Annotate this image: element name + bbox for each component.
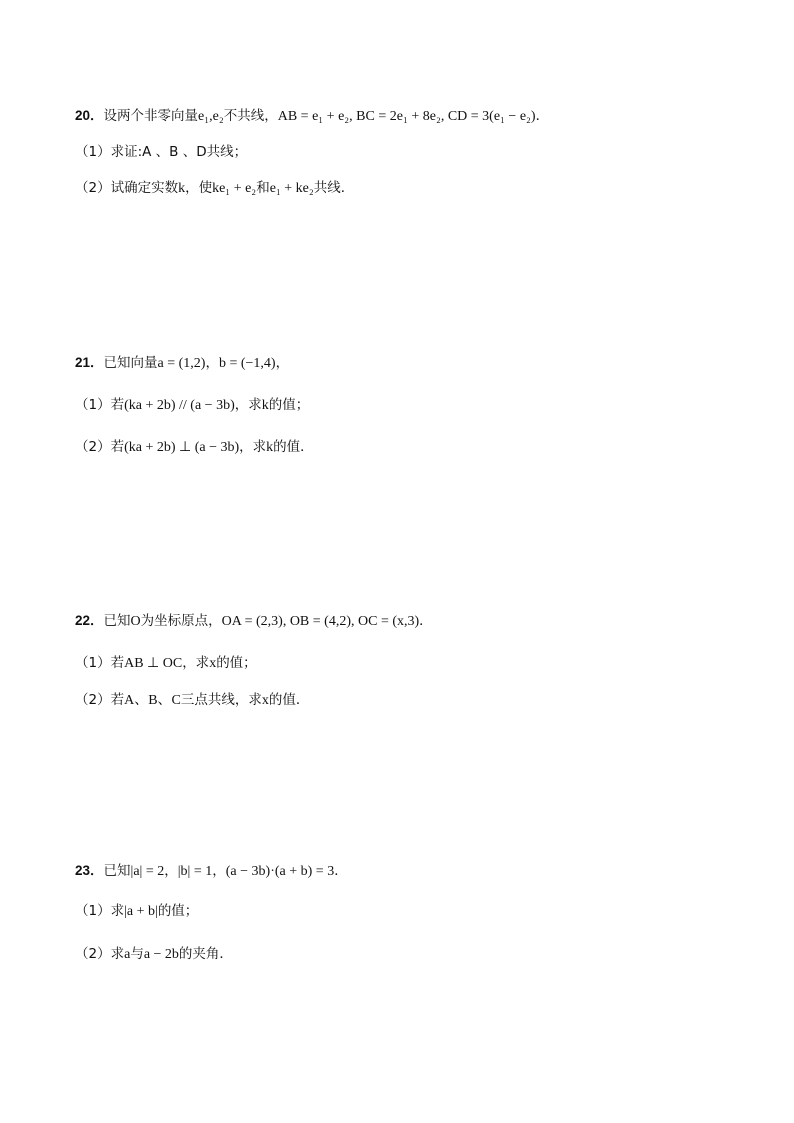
math-expression: e₁,e₂	[198, 109, 224, 124]
question-number: 23．	[75, 863, 104, 878]
question-number: 22．	[75, 613, 104, 628]
math-expression: e₁ + ke₂	[269, 181, 314, 196]
part-label: （2）	[75, 692, 111, 708]
part-text: 和	[256, 180, 270, 196]
part-text: ，求	[182, 655, 210, 671]
question-text: 为坐标原点，	[140, 613, 222, 629]
part-label: （2）	[75, 946, 111, 962]
part-text: 的值．	[268, 692, 310, 708]
question-text: ，	[164, 863, 178, 879]
part-text: 的值；	[216, 655, 257, 671]
question-21-part-1	[75, 395, 309, 416]
math-expression: O	[130, 614, 141, 629]
part-label: （2）	[75, 180, 111, 196]
math-expression: OA = (2,3), OB = (4,2), OC = (x,3)	[221, 614, 420, 629]
math-expression: |a + b|	[124, 904, 158, 919]
part-text: 若	[110, 397, 125, 413]
math-expression: x	[261, 693, 269, 708]
math-expression: |a| = 2	[130, 864, 165, 879]
math-expression: b = (−1,4)	[218, 356, 276, 371]
question-text: 不共线，	[223, 108, 278, 124]
part-text: 与	[130, 946, 144, 962]
math-expression: (a − 3b)·(a + b) = 3	[225, 864, 335, 879]
question-22-part-1	[75, 653, 257, 674]
math-expression: (ka + 2b) // (a − 3b)	[124, 398, 235, 413]
part-label: （1）	[75, 903, 111, 919]
math-expression: AB = e₁ + e₂, BC = 2e₁ + 8e₂, CD = 3(e₁ − e₂)	[277, 109, 536, 124]
math-expression: k	[178, 181, 186, 196]
part-label: （2）	[75, 439, 111, 455]
question-number: 21．	[75, 355, 104, 370]
math-expression: AB ⊥ OC	[124, 656, 183, 671]
part-text: 的值．	[273, 439, 314, 455]
question-22-part-2	[75, 690, 309, 711]
part-text: ，求	[234, 397, 262, 413]
question-text: 已知向量	[103, 355, 158, 371]
question-23-part-1	[75, 901, 198, 922]
question-20-stem	[75, 106, 549, 127]
question-20-part-1	[75, 142, 247, 162]
question-number: 20．	[75, 108, 104, 123]
question-text: 设两个非零向量	[103, 108, 199, 124]
question-20-part-2	[75, 178, 354, 199]
part-text: 的值；	[268, 397, 310, 413]
part-text: 的夹角．	[178, 946, 233, 962]
part-text: ，使	[185, 180, 213, 196]
part-text: 求证:A 、B 、D共线；	[110, 144, 248, 160]
part-text: 共线．	[313, 180, 355, 196]
question-text: ，	[205, 355, 219, 371]
part-label: （1）	[75, 655, 111, 671]
math-expression: a	[124, 947, 131, 962]
question-text: 已知	[103, 613, 131, 629]
question-21-stem	[75, 353, 289, 374]
part-text: 的值；	[157, 903, 199, 919]
part-text: 求	[110, 946, 125, 962]
question-text: ．	[334, 863, 348, 879]
question-text: ．	[535, 108, 550, 124]
math-expression: a − 2b	[143, 947, 179, 962]
part-label: （1）	[75, 144, 111, 160]
part-text: 若	[110, 439, 125, 455]
part-text: ，求	[239, 439, 267, 455]
math-expression: x	[209, 656, 217, 671]
math-expression: (ka + 2b) ⊥ (a − 3b)	[124, 440, 240, 455]
question-text: ，	[212, 863, 226, 879]
math-expression: k	[266, 440, 274, 455]
math-expression: k	[261, 398, 269, 413]
question-22-stem	[75, 611, 433, 632]
question-text: 已知	[103, 863, 131, 879]
question-23-stem	[75, 861, 348, 882]
question-21-part-2	[75, 437, 314, 458]
question-23-part-2	[75, 944, 233, 965]
part-label: （1）	[75, 397, 111, 413]
part-text: 若	[110, 655, 125, 671]
part-text: 若	[110, 692, 125, 708]
part-text: 求	[110, 903, 125, 919]
part-text: 三点共线，求	[180, 692, 262, 708]
question-text: ，	[275, 355, 290, 371]
question-text: ．	[419, 613, 433, 629]
part-text: 试确定实数	[110, 180, 179, 196]
math-expression: A、B、C	[124, 693, 181, 708]
math-expression: ke₁ + e₂	[212, 181, 257, 196]
math-expression: |b| = 1	[177, 864, 213, 879]
math-expression: a = (1,2)	[157, 356, 206, 371]
